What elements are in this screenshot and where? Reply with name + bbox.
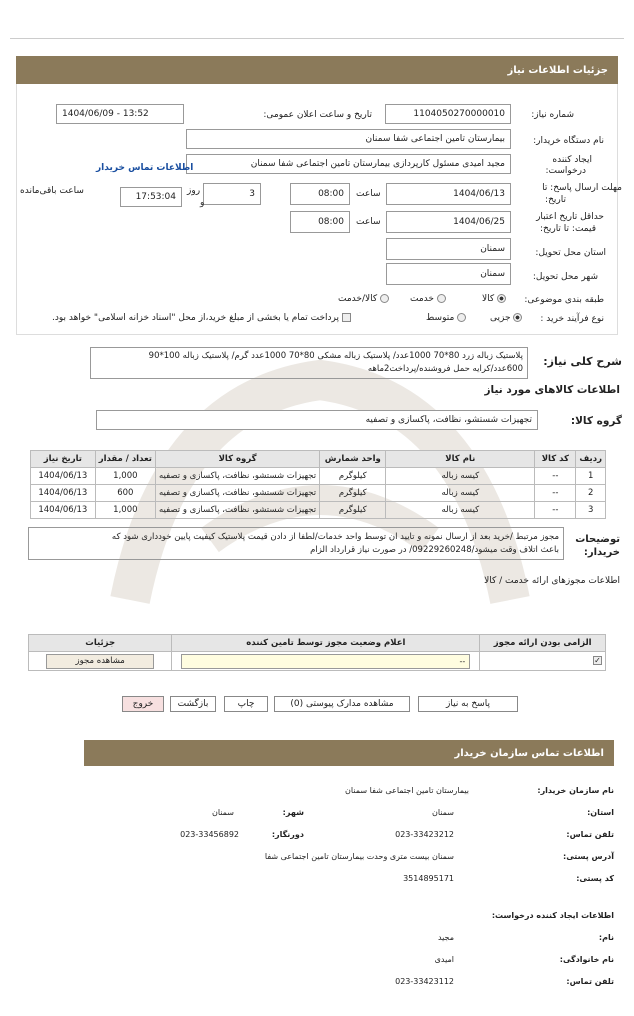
creator-phone: 023-33423112	[395, 977, 454, 986]
validity-label-1: حداقل تاریخ اعتبار	[536, 212, 604, 222]
days-label: روز	[187, 186, 201, 196]
col-qty: تعداد / مقدار	[95, 451, 155, 468]
remaining-time-field: 17:53:04	[120, 187, 182, 207]
view-license-button[interactable]: مشاهده مجوز	[46, 654, 154, 669]
license-title: اطلاعات مجوزهای ارائه خدمت / کالا	[484, 576, 620, 586]
need-number-label: شماره نیاز:	[531, 110, 574, 120]
contact-province-label: استان:	[587, 808, 614, 817]
deadline-time-label: ساعت	[356, 189, 381, 199]
radio-icon	[457, 313, 466, 322]
radio-icon	[497, 294, 506, 303]
buyer-label: نام دستگاه خریدار:	[533, 136, 604, 146]
announce-field: 1404/06/09 - 13:52	[56, 104, 184, 124]
summary-label: شرح کلی نیاز:	[543, 355, 622, 368]
validity-time-field: 08:00	[290, 211, 350, 233]
contact-fax-label: دورنگار:	[271, 830, 304, 839]
col-license-status: اعلام وضعیت مجوز توسط تامین کننده	[172, 635, 480, 652]
top-divider	[10, 38, 624, 39]
remaining-time-label: ساعت باقی‌مانده	[20, 186, 84, 196]
creator-label-2: درخواست:	[545, 166, 586, 176]
notes-line-1: مجوز مرتبط /خرید بعد از ارسال نمونه و تایید ان توسط واحد خدمات/لطفا از دادن قیمت پلاستیک کیفیت پایین خودداری شود که	[111, 532, 559, 542]
contact-title: اطلاعات تماس سازمان خریدار	[454, 747, 604, 759]
col-name: نام کالا	[386, 451, 535, 468]
table-row[interactable]: 2 -- کیسه زباله کیلوگرم تجهیزات شستشو، نظافت، پاکسازی و تصفیه 600 1404/06/13	[31, 485, 606, 502]
creator-label-1: ایجاد کننده	[552, 155, 592, 165]
radio-icon	[437, 294, 446, 303]
deadline-label-2: تاریخ:	[545, 195, 566, 205]
attachments-button[interactable]: مشاهده مدارک پیوستی (0)	[274, 696, 410, 712]
notes-line-2: باعث اتلاف وقت میشود/09229260248/ در صورت نیاز قرارداد الزام	[310, 545, 559, 555]
license-row	[29, 652, 606, 671]
checkbox-icon	[342, 313, 351, 322]
buyer-field: بیمارستان تامین اجتماعی شفا سمنان	[186, 129, 511, 149]
radio-icon	[380, 294, 389, 303]
validity-label-2: قیمت: تا تاریخ:	[540, 224, 596, 234]
table-row[interactable]: 1 -- کیسه زباله کیلوگرم تجهیزات شستشو، نظافت، پاکسازی و تصفیه 1,000 1404/06/13	[31, 468, 606, 485]
table-row[interactable]: 3 -- کیسه زباله کیلوگرم تجهیزات شستشو، نظافت، پاکسازی و تصفیه 1,000 1404/06/13	[31, 502, 606, 519]
exit-button[interactable]: خروج	[122, 696, 164, 712]
col-row: ردیف	[576, 451, 606, 468]
validity-date-field: 1404/06/25	[386, 211, 511, 233]
creator-name-label: نام:	[598, 933, 614, 942]
page-header	[16, 56, 618, 84]
col-code: کد کالا	[535, 451, 576, 468]
deadline-time-field: 08:00	[290, 183, 350, 205]
contact-org: بیمارستان تامین اجتماعی شفا سمنان	[345, 786, 469, 795]
creator-name: مجید	[437, 933, 454, 942]
reply-button[interactable]: پاسخ به نیاز	[418, 696, 518, 712]
col-group: گروه کالا	[156, 451, 320, 468]
contact-postal-label: کد پستی:	[576, 874, 614, 883]
notes-field	[28, 527, 564, 560]
contact-phone: 023-33423212	[395, 830, 454, 839]
col-unit: واحد شمارش	[320, 451, 386, 468]
license-status-field: --	[181, 654, 470, 669]
process-option-partial[interactable]: جزیی	[490, 313, 522, 323]
summary-line-1: پلاستیک زباله زرد 80*70 1000عدد/ پلاستیک زباله مشکی 80*70 1000عدد گرم/ پلاستیک زباله 100*90	[148, 351, 523, 361]
back-button[interactable]: بازگشت	[170, 696, 216, 712]
contact-city-label: شهر:	[282, 808, 304, 817]
contact-org-label: نام سازمان خریدار:	[537, 786, 614, 795]
goods-title: اطلاعات کالاهای مورد نیاز	[484, 384, 620, 396]
notes-label-2: خریدار:	[583, 547, 620, 558]
deadline-label-1: مهلت ارسال پاسخ: تا	[542, 183, 622, 193]
validity-time-label: ساعت	[356, 217, 381, 227]
category-option-goods[interactable]: کالا	[482, 294, 506, 304]
checkbox-checked-icon: ✓	[594, 656, 601, 665]
category-option-both[interactable]: کالا/خدمت	[338, 294, 389, 304]
need-number-field: 1104050270000010	[385, 104, 511, 124]
license-table	[28, 634, 606, 671]
city-label: شهر محل تحویل:	[532, 272, 598, 282]
category-label: طبقه بندی موضوعی:	[524, 295, 604, 305]
province-label: استان محل تحویل:	[535, 248, 606, 258]
goods-table	[30, 450, 606, 519]
creator-family: امیدی	[434, 955, 454, 964]
creator-info-title: اطلاعات ایجاد کننده درخواست:	[491, 911, 614, 920]
contact-header	[84, 740, 614, 766]
city-field: سمنان	[386, 263, 511, 285]
payment-note[interactable]: پرداخت تمام یا بخشی از مبلغ خرید،از محل "اسناد خزانه اسلامی" خواهد بود.	[52, 313, 351, 323]
radio-icon	[513, 313, 522, 322]
days-field: 3	[203, 183, 261, 205]
col-license-details: جزئیات	[29, 635, 172, 652]
process-option-medium[interactable]: متوسط	[426, 313, 466, 323]
contact-fax: 023-33456892	[180, 830, 239, 839]
deadline-date-field: 1404/06/13	[386, 183, 511, 205]
province-field: سمنان	[386, 238, 511, 260]
creator-family-label: نام خانوادگی:	[559, 955, 614, 964]
contact-postal: 3514895171	[403, 874, 454, 883]
notes-label-1: توضیحات	[575, 534, 620, 545]
goods-group-label: گروه کالا:	[570, 415, 622, 427]
contact-city: سمنان	[211, 808, 234, 817]
contact-address-label: آدرس پستی:	[563, 852, 614, 861]
category-option-service[interactable]: خدمت	[410, 294, 446, 304]
contact-province: سمنان	[431, 808, 454, 817]
col-license-required: الزامی بودن ارائه مجوز	[480, 635, 606, 652]
buyer-contact-link[interactable]: اطلاعات تماس خریدار	[96, 163, 194, 173]
creator-phone-label: تلفن تماس:	[566, 977, 614, 986]
contact-address: سمنان بیست متری وحدت بیمارستان تامین اجتماعی شفا	[264, 852, 454, 861]
summary-line-2: 600عدد/کرایه حمل فروشنده/پرداخت2ماهه	[367, 364, 523, 374]
print-button[interactable]: چاپ	[224, 696, 268, 712]
announce-label: تاریخ و ساعت اعلان عمومی:	[263, 110, 372, 120]
creator-field: مجید امیدی مسئول کارپردازی بیمارستان تامین اجتماعی شفا سمنان	[186, 154, 511, 174]
goods-group-field: تجهیزات شستشو، نظافت، پاکسازی و تصفیه	[96, 410, 538, 430]
process-label: نوع فرآیند خرید :	[540, 314, 604, 324]
and-label: و	[200, 198, 205, 208]
page-title: جزئیات اطلاعات نیاز	[507, 64, 608, 76]
summary-field	[90, 347, 528, 379]
contact-phone-label: تلفن تماس:	[566, 830, 614, 839]
col-date: تاریخ نیاز	[31, 451, 96, 468]
